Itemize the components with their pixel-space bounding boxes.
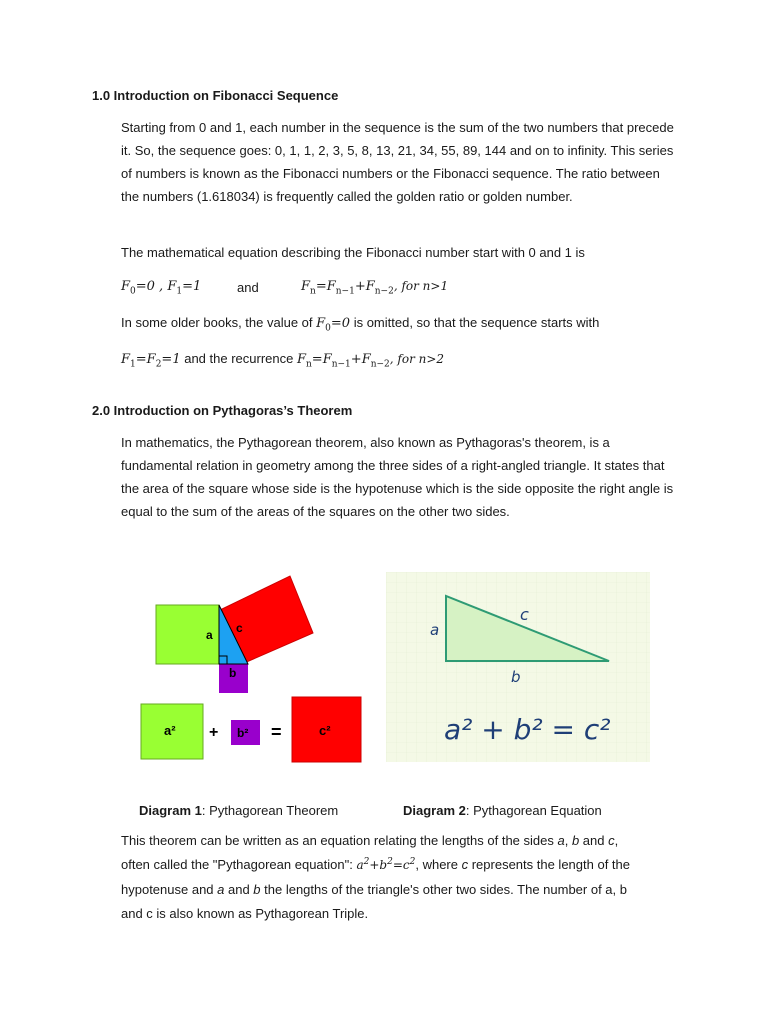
theorem-line-3: hypotenuse and a and b the lengths of the triangle's other two sides. The number of a, b: [121, 882, 627, 897]
pythagorean-equation-text: a² + b² = c²: [444, 713, 611, 746]
equation-intro: The mathematical equation describing the Fibonacci number start with 0 and 1 is: [121, 245, 585, 260]
section1-heading: 1.0 Introduction on Fibonacci Sequence: [92, 88, 339, 103]
box-b2-label: b²: [237, 726, 249, 740]
box-a2-label: a²: [164, 723, 176, 738]
triangle-label-b: b: [511, 668, 521, 686]
triangle-label-a: a: [430, 621, 440, 639]
diagram1-pythagorean-theorem: [130, 570, 370, 770]
diagram2-caption: Diagram 2: Pythagorean Equation: [403, 803, 602, 818]
pythagoras-paragraph: In mathematics, the Pythagorean theorem, also known as Pythagoras's theorem, is a fundamental relation in geometry among the three sides of a right-angled triangle. It states that the area of the square whose side is the hypotenuse which is the side opposite the right angle is equal to the sum of the areas of the squares on the other two sides.: [121, 435, 674, 519]
equals-sign: =: [271, 722, 282, 742]
fibonacci-paragraph: Starting from 0 and 1, each number in the sequence is the sum of the two numbers that precede it. So, the sequence goes: 0, 1, 1, 2, 3, 5, 8, 13, 21, 34, 55, 89, 144 and on to infinity. This series of numbers is known as the Fibonacci numbers or the Fibonacci sequence. The ratio between the numbers (1.618034) is frequently called the golden ratio or golden number.: [121, 120, 674, 204]
theorem-line-1: This theorem can be written as an equation relating the lengths of the sides a, b and c,: [121, 833, 619, 848]
theorem-line-2: often called the "Pythagorean equation": $a^2+b^2=c^2$, where c represents the length of the: [121, 857, 630, 872]
plus-sign: +: [209, 724, 219, 741]
diagram1-caption: Diagram 1: Pythagorean Theorem: [139, 803, 339, 818]
triangle-label-c: c: [520, 605, 529, 624]
fibonacci-initial-equation: $F_0=0$ , $F_1=1$: [121, 279, 202, 297]
label-c: c: [236, 621, 243, 635]
label-a: a: [206, 628, 213, 642]
theorem-line-4: and c is also known as Pythagorean Triple.: [121, 906, 369, 921]
section2-heading: 2.0 Introduction on Pythagoras’s Theorem: [92, 403, 353, 418]
fibonacci-recurrence-equation: $F_n=F_{n-1}+F_{n-2}$, for n>1: [301, 279, 449, 297]
box-c2-label: c²: [319, 723, 331, 738]
older-recurrence-line: $F_1=F_2=1$ and the recurrence $F_n=F_{n-1}+F_{n-2}$, for n>2: [121, 351, 445, 370]
older-books-line: In some older books, the value of $F_0=0$ is omitted, so that the sequence starts with: [121, 315, 600, 334]
label-b: b: [229, 666, 237, 680]
and-word: and: [237, 280, 259, 295]
diagram2-pythagorean-equation: [386, 572, 650, 762]
